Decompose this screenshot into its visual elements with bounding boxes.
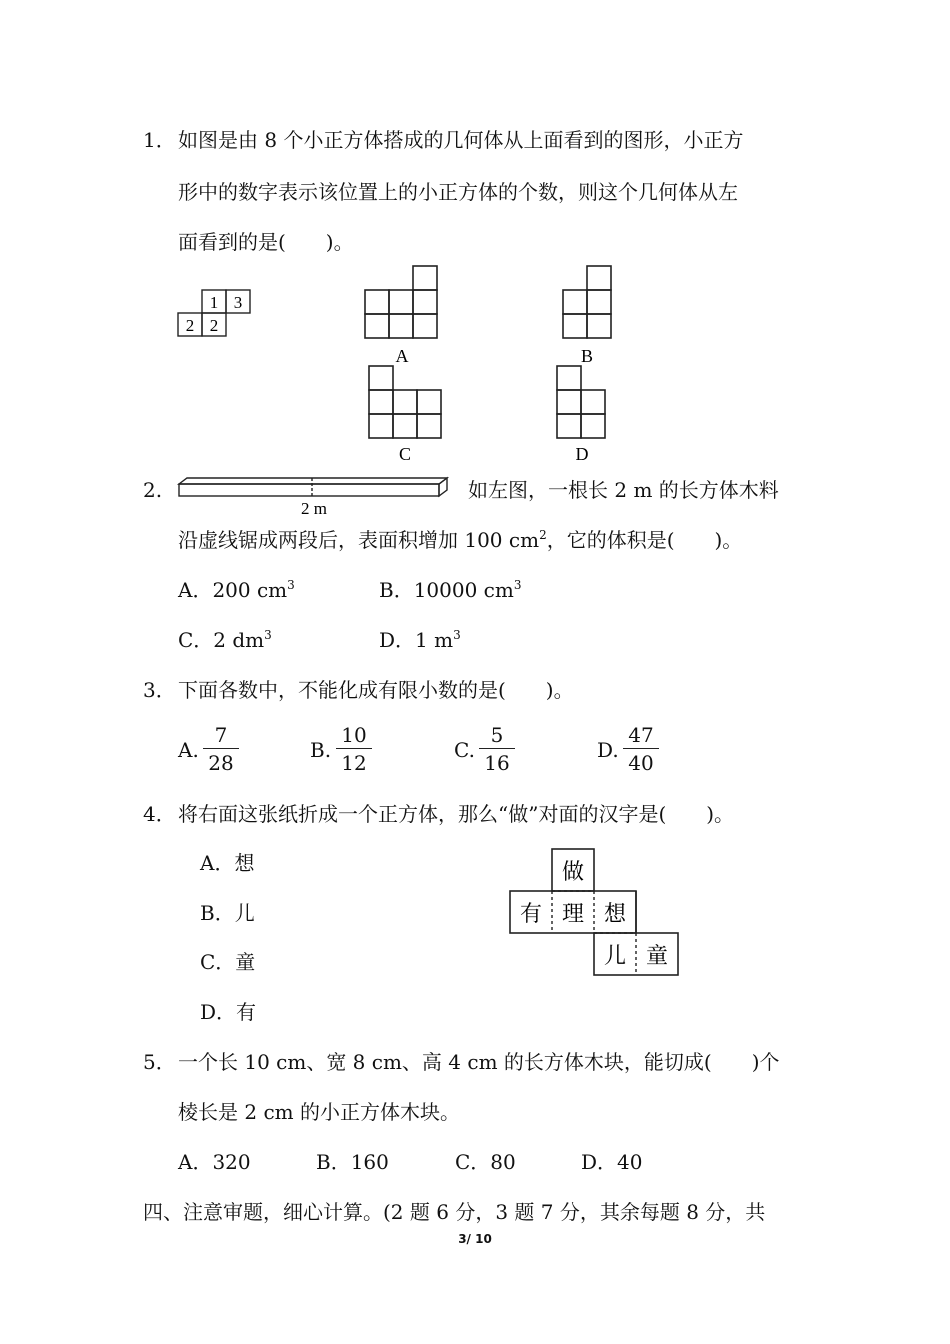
q3-option-b-fraction [336,722,372,777]
q2-figure-label: 2 m [301,499,327,518]
q5-text-line1: 一个长 10 cm、宽 8 cm、高 4 cm 的长方体木块，能切成( )个 [178,1050,780,1074]
q1-text-line2: 形中的数字表示该位置上的小正方体的个数，则这个几何体从左 [178,180,738,204]
q3-option-a-label: A. [178,738,199,762]
q2-option-d [379,628,461,652]
q1-top-view-number: 1 [209,293,219,312]
q3-option-b-label: B. [310,738,332,762]
q2-option-a [178,578,295,602]
q3-option-c-fraction [479,722,515,777]
q5-number: 5． [143,1050,176,1074]
net-char-er: 儿 [603,943,627,968]
q4-option-d: D．有 [200,1000,257,1024]
page-number: 3/ 10 [458,1232,492,1246]
fraction-numerator: 7 [203,722,239,749]
q5-option-d: D．40 [581,1150,643,1174]
q2-text-line2-sup: 2 [539,528,547,542]
q2-option-d-sup: 3 [453,628,461,642]
q5-option-a: A．320 [178,1150,251,1174]
q2-number: 2. [143,478,163,502]
net-char-you: 有 [519,901,543,926]
q2-option-b-text: B．10000 cm [379,578,514,602]
q3-option-d-label: D. [597,738,619,762]
fraction-denominator: 28 [208,751,234,775]
fraction-denominator: 40 [628,751,654,775]
q4-option-a: A．想 [200,851,255,875]
section-4-heading: 四、注意审题，细心计算。(2 题 6 分，3 题 7 分，其余每题 8 分，共 [143,1200,766,1224]
q1-option-c-figure [366,364,446,468]
q2-option-d-text: D．1 m [379,628,454,652]
q2-option-c [178,628,272,652]
q1-option-d-label: D [575,444,589,464]
q5-text-line2: 棱长是 2 cm 的小正方体木块。 [178,1100,460,1124]
net-char-li: 理 [561,901,585,926]
q1-text-line3: 面看到的是( )。 [178,230,354,254]
q2-option-a-text: A．200 cm [178,578,288,602]
q3-option-a-fraction [203,722,239,777]
q2-text-line1: 如左图，一根长 2 m 的长方体木料 [468,478,779,502]
q1-option-a-label: A [395,346,409,366]
q4-option-c: C．童 [200,950,256,974]
q4-cube-net-figure [508,847,684,983]
q1-option-a-figure [362,264,442,372]
q1-option-d-figure [554,364,614,468]
q2-option-b-sup: 3 [513,578,522,592]
net-char-xiang: 想 [603,901,627,926]
q1-option-b-label: B [580,346,594,366]
q3-option-d-fraction [623,722,659,777]
q2-option-a-sup: 3 [287,578,295,592]
net-char-tong: 童 [645,943,669,968]
q2-option-c-sup: 3 [264,628,272,642]
q1-number: 1． [143,128,176,152]
q5-option-b: B．160 [316,1150,389,1174]
q1-top-view-number: 3 [233,293,243,312]
q2-text-line2-pre: 沿虚线锯成两段后，表面积增加 100 cm [178,528,540,552]
q3-option-c-label: C. [454,738,475,762]
q4-option-b: B．儿 [200,901,255,925]
q2-text-line2-post: ，它的体积是( )。 [546,528,743,552]
q2-wood-figure [176,474,452,522]
fraction-numerator: 5 [479,722,515,749]
q3-number: 3． [143,678,176,702]
q1-text-line1: 如图是由 8 个小正方体搭成的几何体从上面看到的图形，小正方 [178,128,744,152]
fraction-numerator: 47 [623,722,659,749]
fraction-denominator: 16 [484,751,510,775]
q2-option-b [379,578,521,602]
q2-option-c-text: C．2 dm [178,628,265,652]
q1-top-view-figure [176,289,256,343]
q1-top-view-number: 2 [185,316,195,335]
q5-option-c: C．80 [455,1150,516,1174]
q1-option-b-figure [560,264,620,372]
net-char-zuo: 做 [561,859,585,884]
fraction-denominator: 12 [341,751,367,775]
fraction-numerator: 10 [336,722,372,749]
q2-text-line2 [178,528,742,552]
q1-option-c-label: C [398,444,412,464]
q4-text: 将右面这张纸折成一个正方体，那么“做”对面的汉字是( )。 [178,802,735,826]
q3-text: 下面各数中，不能化成有限小数的是( )。 [178,678,574,702]
q1-top-view-number: 2 [209,316,219,335]
q4-number: 4． [143,802,176,826]
